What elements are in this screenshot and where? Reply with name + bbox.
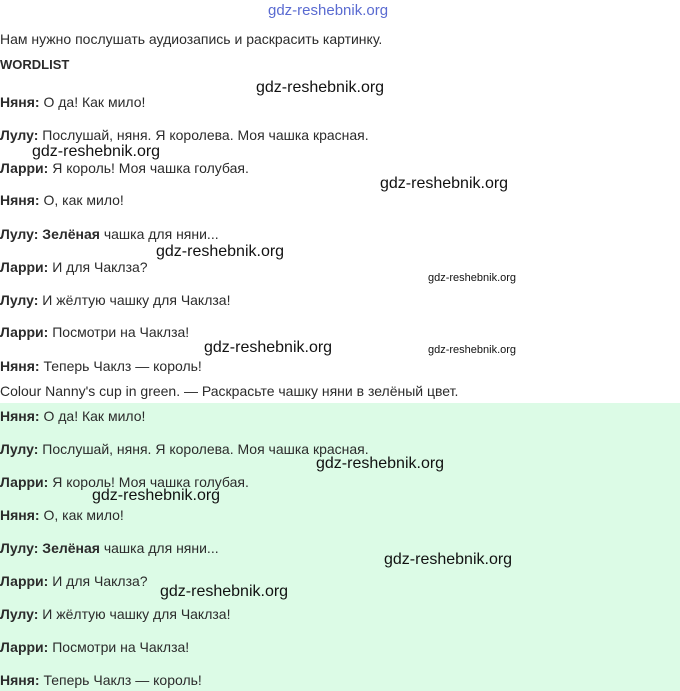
dialogue1-line xyxy=(0,191,124,209)
line-text: И для Чаклза? xyxy=(48,259,148,275)
line-text: О, как мило! xyxy=(39,507,124,523)
speaker: Няня: xyxy=(0,358,40,374)
watermark: gdz-reshebnik.org xyxy=(204,339,333,356)
speaker: Лулу: xyxy=(0,441,39,457)
dialogue1-line xyxy=(0,258,148,276)
speaker: Ларри: xyxy=(0,259,49,275)
speaker: Ларри: xyxy=(0,324,49,340)
line-text: Послушай, няня. Я королева. Моя чашка красная. xyxy=(38,127,369,143)
watermark: gdz-reshebnik.org xyxy=(384,551,513,568)
line-text: чашка для няни... xyxy=(99,226,219,242)
line-text: И для Чаклза? xyxy=(48,573,148,589)
speaker: Няня: xyxy=(0,192,40,208)
intro-text: Нам нужно послушать аудиозапись и раскрасить картинку. xyxy=(0,31,383,47)
speaker: Няня: xyxy=(0,672,40,688)
watermark: gdz-reshebnik.org xyxy=(156,243,285,260)
speaker: Лулу: xyxy=(0,606,39,622)
line-text: О, как мило! xyxy=(39,192,124,208)
dialogue1-line xyxy=(0,225,219,243)
speaker: Няня: xyxy=(0,408,40,424)
dialogue1-line xyxy=(0,357,202,375)
dialogue2-line xyxy=(0,671,202,689)
line-text: И жёлтую чашку для Чаклза! xyxy=(38,606,231,622)
line-text: Посмотри на Чаклза! xyxy=(48,639,190,655)
line-text: И жёлтую чашку для Чаклза! xyxy=(38,292,231,308)
speaker: Ларри: xyxy=(0,474,49,490)
speaker: Лулу: xyxy=(0,226,39,242)
line-text: Теперь Чаклз — король! xyxy=(39,672,202,688)
dialogue2-line xyxy=(0,572,148,590)
speaker: Няня: xyxy=(0,94,40,110)
speaker: Ларри: xyxy=(0,160,49,176)
speaker: Ларри: xyxy=(0,573,49,589)
line-text: Посмотри на Чаклза! xyxy=(48,324,190,340)
speaker: Лулу: xyxy=(0,540,39,556)
dialogue1-line xyxy=(0,93,145,111)
line-text: О да! Как мило! xyxy=(39,408,146,424)
watermark: gdz-reshebnik.org xyxy=(428,344,517,356)
task-text: Colour Nanny's cup in green. — Раскрасьте чашку няни в зелёный цвет. xyxy=(0,383,459,399)
watermark: gdz-reshebnik.org xyxy=(380,175,509,192)
line-text: О да! Как мило! xyxy=(39,94,146,110)
dialogue1-line xyxy=(0,126,369,144)
dialogue2-line xyxy=(0,638,189,656)
dialogue1-line xyxy=(0,323,189,341)
watermark: gdz-reshebnik.org xyxy=(256,79,385,96)
line-text: Теперь Чаклз — король! xyxy=(39,358,202,374)
dialogue2-line xyxy=(0,539,219,557)
watermark: gdz-reshebnik.org xyxy=(92,487,221,504)
dialogue2-line xyxy=(0,605,230,623)
line-text: Я король! Моя чашка голубая. xyxy=(48,474,249,490)
watermark: gdz-reshebnik.org xyxy=(32,143,161,160)
speaker: Ларри: xyxy=(0,639,49,655)
dialogue2-line xyxy=(0,440,369,458)
line-bold: Зелёная xyxy=(42,540,100,556)
watermark: gdz-reshebnik.org xyxy=(316,455,445,472)
speaker: Лулу: xyxy=(0,292,39,308)
dialogue2-line xyxy=(0,506,124,524)
dialogue2-line xyxy=(0,407,145,425)
dialogue1-line xyxy=(0,159,249,177)
line-text: чашка для няни... xyxy=(99,540,219,556)
dialogue1-line xyxy=(0,291,230,309)
watermark: gdz-reshebnik.org xyxy=(428,272,517,284)
line-text: Послушай, няня. Я королева. Моя чашка красная. xyxy=(38,441,369,457)
line-text: Я король! Моя чашка голубая. xyxy=(48,160,249,176)
header-watermark: gdz-reshebnik.org xyxy=(268,2,389,19)
watermark: gdz-reshebnik.org xyxy=(160,583,289,600)
speaker: Лулу: xyxy=(0,127,39,143)
speaker: Няня: xyxy=(0,507,40,523)
line-bold: Зелёная xyxy=(42,226,100,242)
wordlist-heading: WORDLIST xyxy=(0,57,70,72)
